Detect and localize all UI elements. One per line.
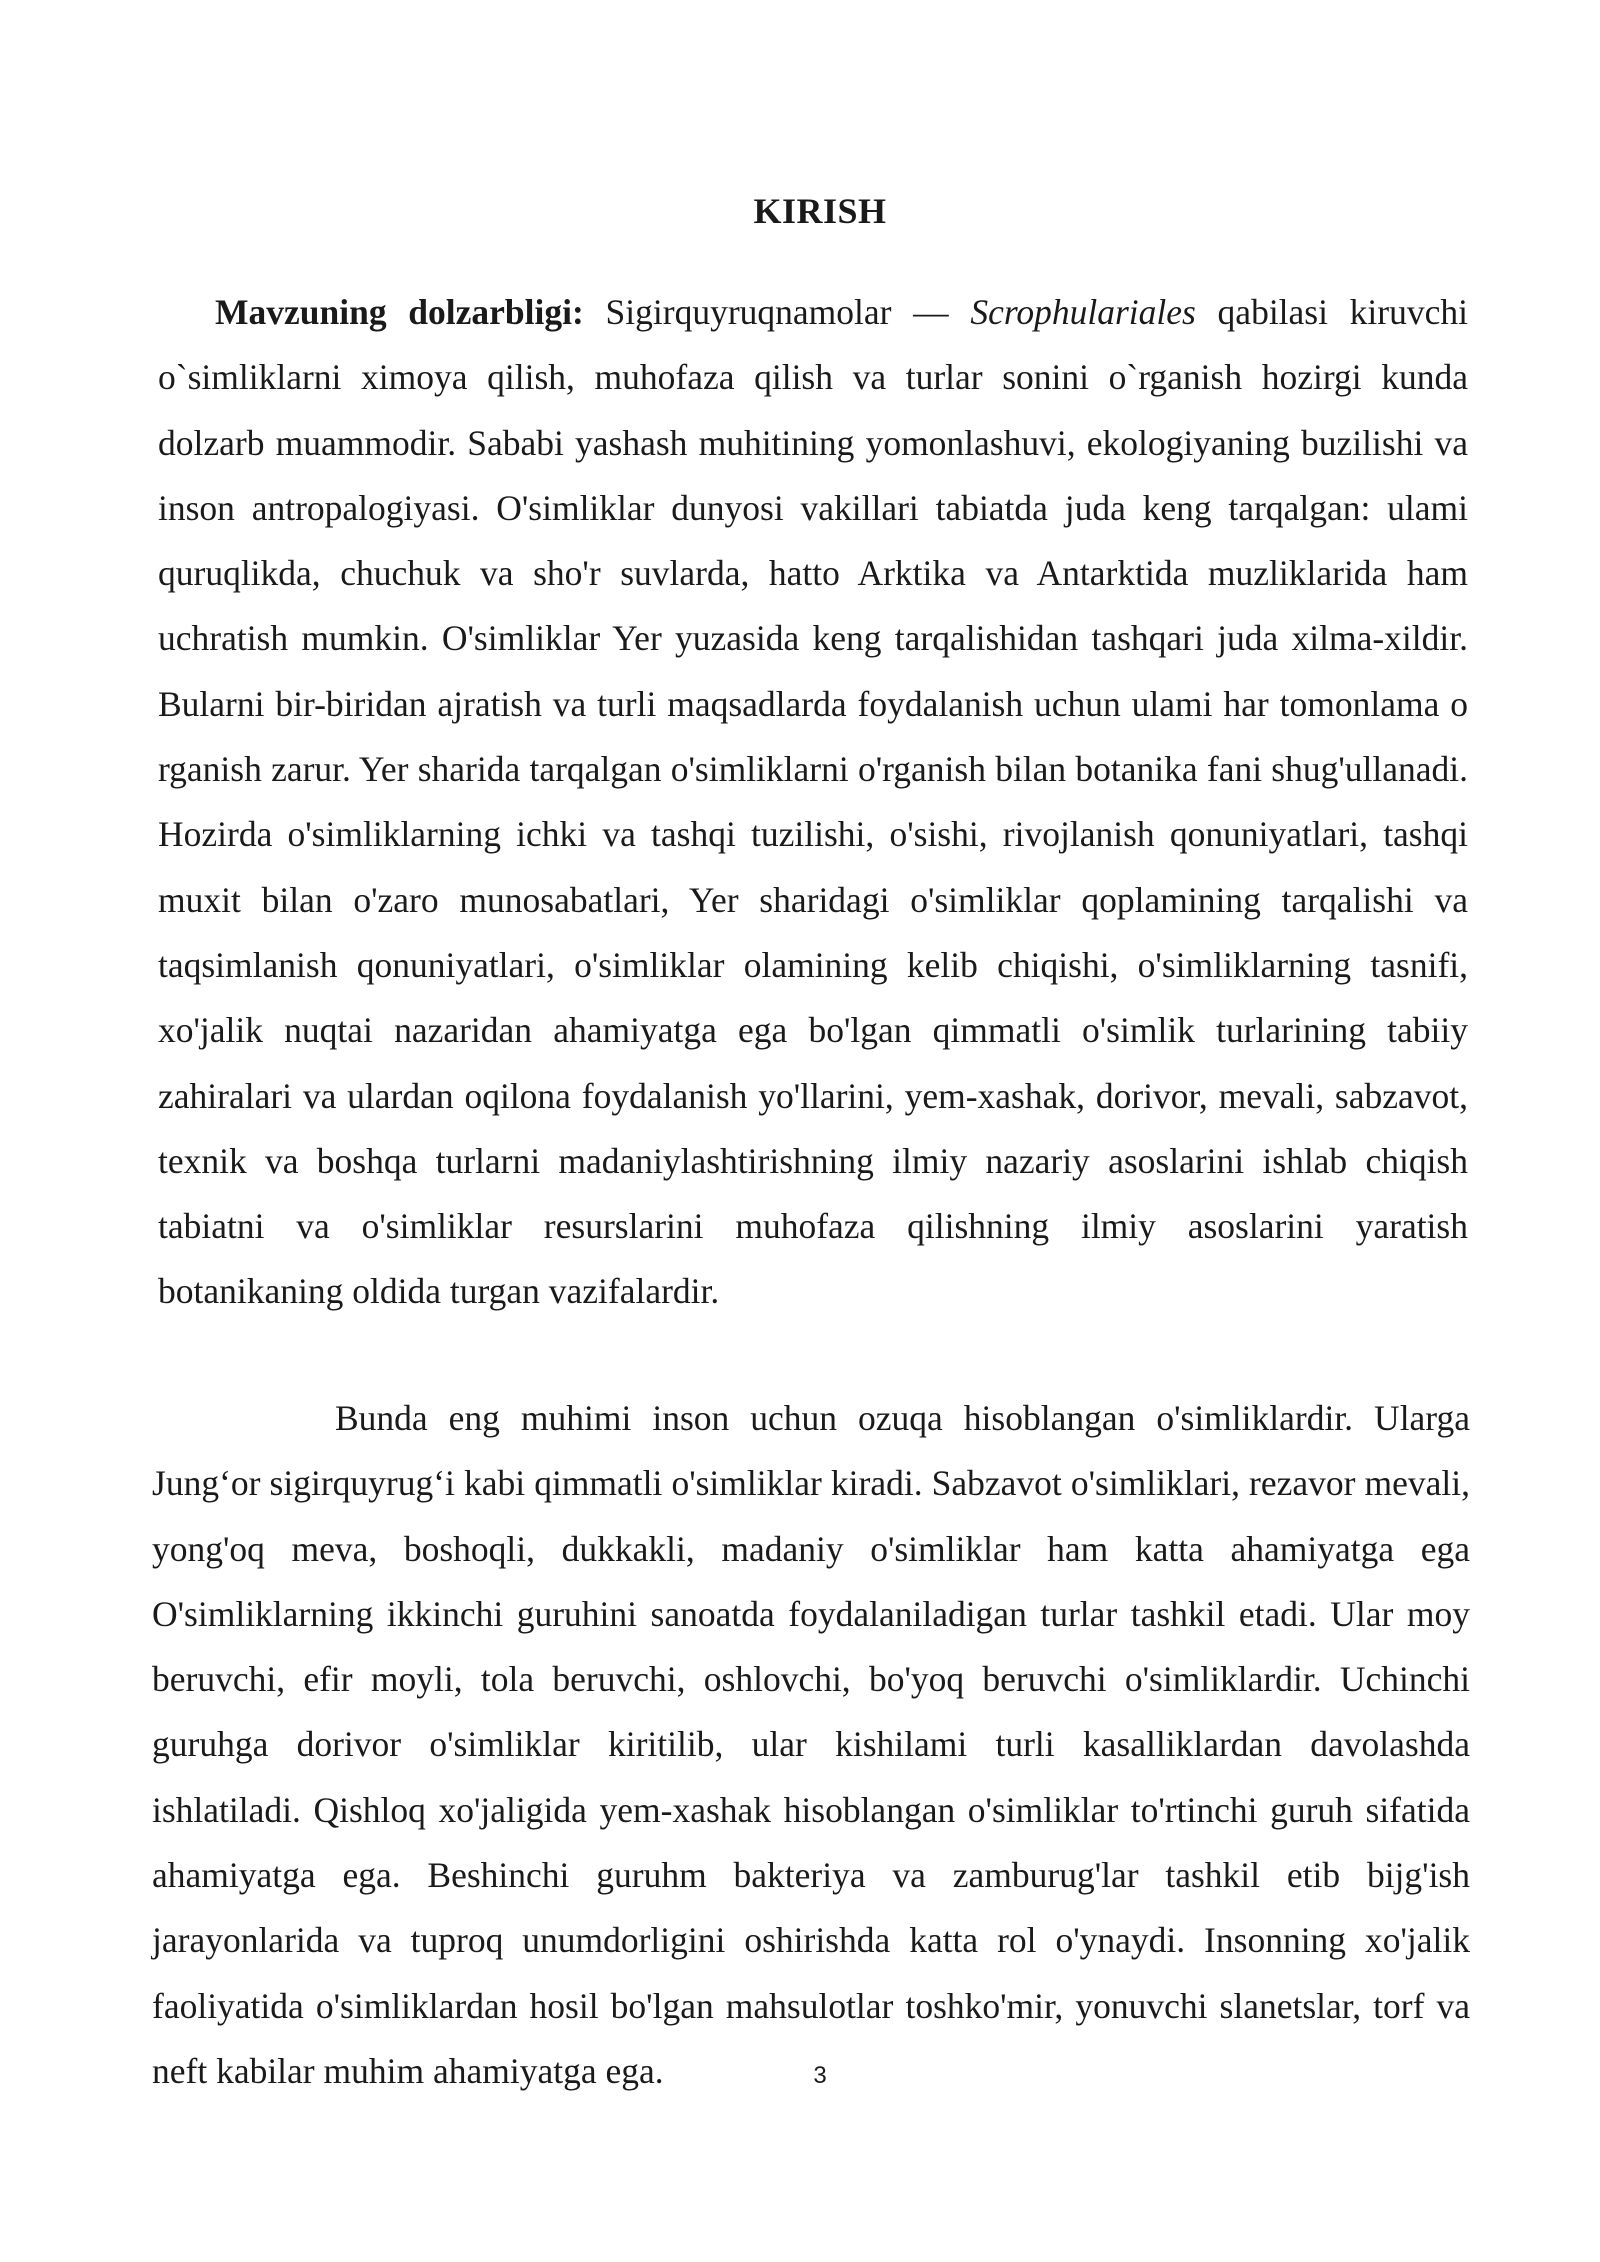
page-number: 3 xyxy=(813,2062,827,2089)
taxon-name: Scrophulariales xyxy=(970,292,1196,332)
paragraph-relevance xyxy=(158,280,1468,1325)
section-title: KIRISH xyxy=(753,191,887,231)
paragraph-text-rest: qabilasi kiruvchi o`simliklarni ximoya qilish, muhofaza qilish va turlar sonini o`rganish hozirgi kunda dolzarb muammodir. Sababi yashash muhitining yomonlashuvi, ekologiyaning buzilishi va inson antropalogiyasi. O'simliklar dunyosi vakillari tabiatda juda keng tarqalgan: ulami quruqlikda, chuchuk va sho'r suvlarda, hatto Arktika va Antarktida muzliklarida ham uchratish mumkin. O'simliklar Yer yuzasida keng tarqalishidan tashqari juda xilma-xildir. Bularni bir-biridan ajratish va turli maqsadlarda foydalanish uchun ulami har tomonlama o rganish zarur. Yer sharida tarqalgan o'simliklarni o'rganish bilan botanika fani shug'ullanadi. Hozirda o'simliklarning ichki va tashqi tuzilishi, o'sishi, rivojlanish qonuniyatlari, tashqi muxit bilan o'zaro munosabatlari, Yer sharidagi o'simliklar qoplamining tarqalishi va taqsimlanish qonuniyatlari, o'simliklar olamining kelib chiqishi, o'simliklarning tasnifi, xo'jalik nuqtai nazaridan ahamiyatga ega bo'lgan qimmatli o'simlik turlarining tabiiy zahiralari va ulardan oqilona foydalanish yo'llarini, yem-xashak, dorivor, mevali, sabzavot, texnik va boshqa turlarni madaniylashtirishning ilmiy nazariy asoslarini ishlab chiqish tabiatni va o'simliklar resurslarini muhofaza qilishning ilmiy asoslarini yaratish botanikaning oldida turgan vazifalardir. xyxy=(158,292,1468,1312)
paragraph-lead-label: Mavzuning dolzarbligi: xyxy=(215,292,584,332)
paragraph-text-start: Sigirquyruqnamolar — xyxy=(583,292,971,332)
paragraph-plant-groups: Bunda eng muhimi inson uchun ozuqa hisoblangan o'simliklardir. Ularga Jungʻor sigirquyrugʻi kabi qimmatli o'simliklar kiradi. Sabzavot o'simliklari, rezavor mevali, yong'oq meva, boshoqli, dukkakli, madaniy o'simliklar ham katta ahamiyatga ega O'simliklarning ikkinchi guruhini sanoatda foydalaniladigan turlar tashkil etadi. Ular moy beruvchi, efir moyli, tola beruvchi, oshlovchi, bo'yoq beruvchi o'simliklardir. Uchinchi guruhga dorivor o'simliklar kiritilib, ular kishilami turli kasalliklardan davolashda ishlatiladi. Qishloq xo'jaligida yem-xashak hisoblangan o'simliklar to'rtinchi guruh sifatida ahamiyatga ega. Beshinchi guruhm bakteriya va zamburug'lar tashkil etib bijg'ish jarayonlarida va tuproq unumdorligini oshirishda katta rol o'ynaydi. Insonning xo'jalik faoliyatida o'simliklardan hosil bo'lgan mahsulotlar toshko'mir, yonuvchi slanetslar, torf va neft kabilar muhim ahamiyatga ega. xyxy=(152,1398,1470,2091)
